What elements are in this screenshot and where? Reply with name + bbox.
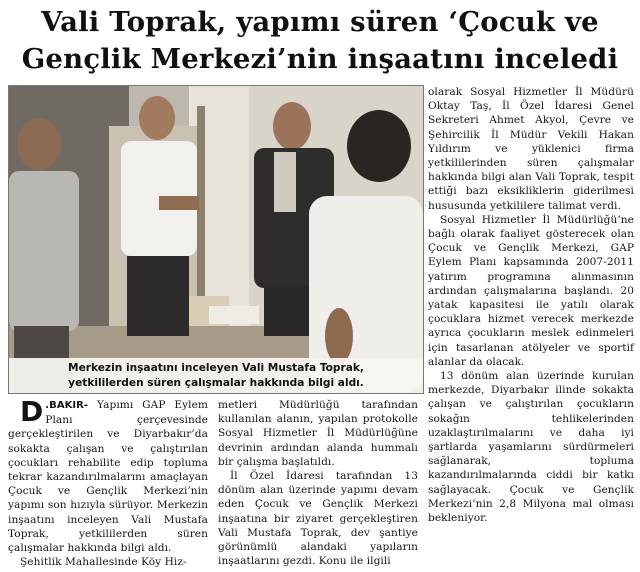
paragraph-text: Yapımı GAP Eylem Planı çerçevesinde gerçekleştirilen ve Diyarbakır’da sokakta çalışan ve çalıştırılan çocukları rehabilite edip topluma tekrar kazandırılmalarını amaçlayan Çocuk ve Gençlik Merkezi’nin yapımı son hızıyla sürüyor. Merkezin inşaatını inceleyen Vali Mustafa Toprak, yetkililerden süren çalışmalar hakkında bilgi aldı. [8, 399, 208, 555]
source-tag: .BAKIR- [45, 400, 89, 411]
article-paragraph: olarak Sosyal Hizmetler İl Müdürü Oktay Taş, İl Özel İdaresi Genel Sekreteri Ahmet Akyol, Çevre ve Şehircilik İl Müdür Vekili Hakan Yıldırım ve yüklenici firma yetkililerinden süren çalışmalar hakkında bilgi alan Vali Toprak, tespit ettiği bazı eksikliklerin giderilmesi hususunda yetkililere talimat verdi. [428, 86, 634, 212]
article-paragraph: Sosyal Hizmetler İl Müdürlüğü’ne bağlı olarak faaliyet gösterecek olan Çocuk ve Gençlik Merkezi, GAP Eylem Planı kapsamında 2007-2011 yatırım programına alınmasının ardından çalışmalarına başlandı. 20 yatak kapasitesi ile yatılı olarak çocuklara hizmet verecek merkezde ayrıca çocukların meslek edinmeleri için tasarlanan atölyeler ve sportif alanlar da olacak. [428, 213, 634, 368]
article-paragraph: İl Özel İdaresi tarafından 13 dönüm alan üzerinde yapımı devam eden Çocuk ve Gençlik Merkezi inşaatına bir ziyaret gerçekleştiren Vali Mustafa Toprak, dev şantiye görünümlü alandaki yapıların inşaatlarını gezdi. Konu ile ilgili [218, 470, 418, 568]
article-paragraph [8, 395, 208, 555]
photo-caption-line-1: Merkezin inşaatını inceleyen Vali Mustafa Toprak, [68, 362, 364, 374]
headline [0, 4, 640, 78]
article-paragraph: metleri Müdürlüğü tarafından kullanılan alanın, yapılan protokolle Sosyal Hizmetler İl Müdürlüğüne devrinin ardından alanda hummalı bir çalışma başlatıldı. [218, 399, 418, 468]
photo-caption [9, 358, 423, 393]
article-column-2 [218, 398, 418, 568]
article-paragraph: 13 dönüm alan üzerinde kurulan merkezde, Diyarbakır ilinde sokakta çalışan ve çalıştırılan çocukların sokağın tehlikelerinden uzaklaştırılmalarını ve daha iyi şartlarda yaşamlarını sürdürmeleri sağlanarak, topluma kazandırılmalarında ciddi bir katkı sağlayacak. Çocuk ve Gençlik Merkezi’nin 2,8 Milyona mal olması bekleniyor. [428, 370, 634, 525]
article-column-1 [8, 395, 208, 569]
article-column-3 [428, 85, 634, 525]
photo-image [9, 86, 423, 393]
article-photo [8, 85, 424, 394]
headline-line-1: Vali Toprak, yapımı süren ‘Çocuk ve [41, 6, 599, 38]
photo-caption-line-2: yetkililerden süren çalışmalar hakkında bilgi aldı. [68, 377, 364, 389]
headline-line-2: Gençlik Merkezi’nin inşaatını inceledi [21, 43, 619, 75]
article-paragraph: Şehitlik Mahallesinde Köy Hiz- [20, 556, 187, 569]
dropcap: D [20, 395, 44, 428]
